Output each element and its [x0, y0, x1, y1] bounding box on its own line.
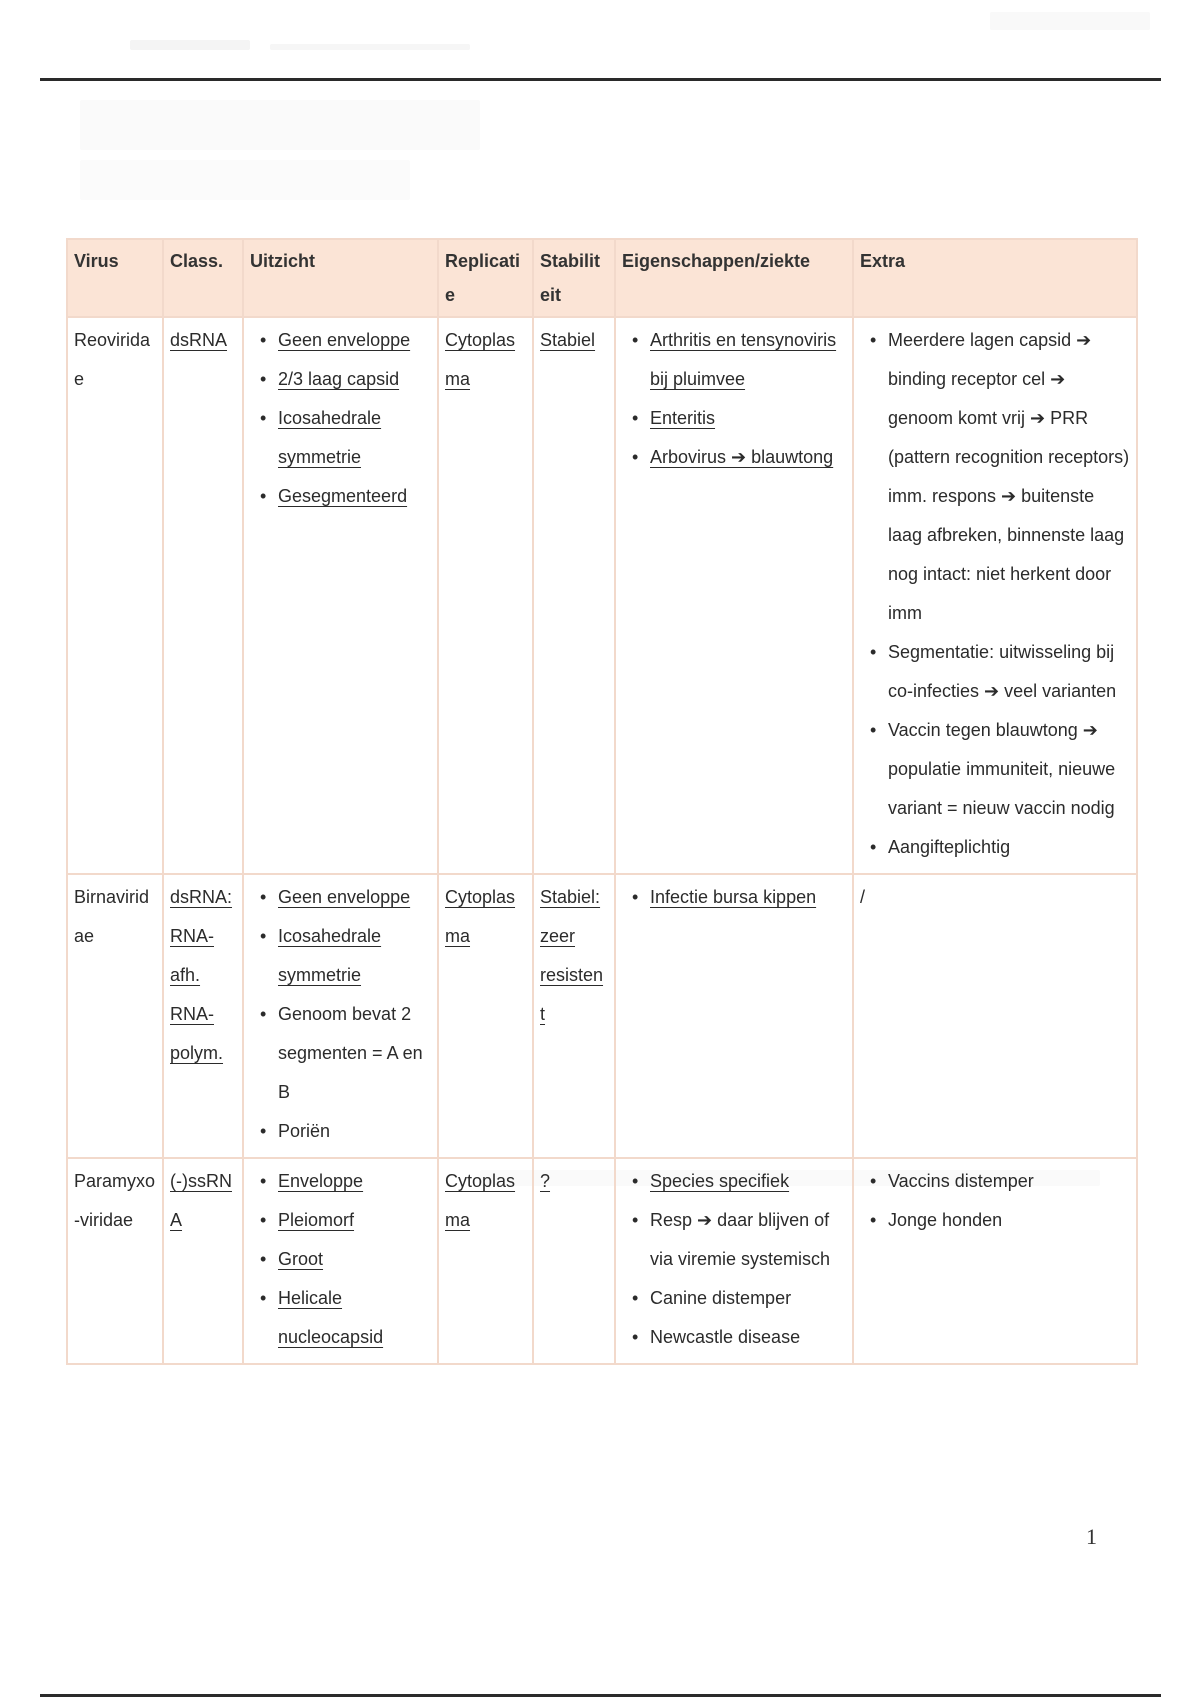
table-row	[67, 317, 1137, 874]
list-item: • Jonge honden	[888, 1201, 1130, 1240]
list-item: • Gesegmenteerd	[278, 477, 431, 516]
header-replicatie: Replicatie	[438, 239, 533, 317]
cell-replicatie: Cytoplasma	[438, 874, 533, 1158]
top-rule	[40, 78, 1161, 81]
list-item: • Species specifiek	[650, 1162, 846, 1201]
list-item: • Canine distemper	[650, 1279, 846, 1318]
cell-stabiliteit: Stabiel	[533, 317, 615, 874]
list-item: • Enteritis	[650, 399, 846, 438]
header-class: Class.	[163, 239, 243, 317]
list-item: • Resp ➔ daar blijven of via viremie systemisch	[650, 1201, 846, 1279]
header-virus: Virus	[67, 239, 163, 317]
cell-extra: /	[853, 874, 1137, 1158]
cell-replicatie: Cytoplasma	[438, 317, 533, 874]
list-item: • Vaccin tegen blauwtong ➔ populatie immuniteit, nieuwe variant = nieuw vaccin nodig	[888, 711, 1130, 828]
list-item: • Enveloppe	[278, 1162, 431, 1201]
list-item: • Arthritis en tensynoviris bij pluimvee	[650, 321, 846, 399]
list-item: • Genoom bevat 2 segmenten = A en B	[278, 995, 431, 1112]
cell-uitzicht	[243, 874, 438, 1158]
list-item: • Newcastle disease	[650, 1318, 846, 1357]
header-extra: Extra	[853, 239, 1137, 317]
cell-virus: Birnaviridae	[67, 874, 163, 1158]
list-item: • 2/3 laag capsid	[278, 360, 431, 399]
list-item: • Vaccins distemper	[888, 1162, 1130, 1201]
cell-eigenschappen	[615, 874, 853, 1158]
cell-class: dsRNA	[163, 317, 243, 874]
bottom-rule	[40, 1694, 1161, 1697]
table-row	[67, 874, 1137, 1158]
virus-table	[66, 238, 1138, 1365]
faded-background-text	[80, 160, 410, 200]
list-item: • Geen enveloppe	[278, 321, 431, 360]
cell-class: (-)ssRNA	[163, 1158, 243, 1364]
list-item: • Aangifteplichtig	[888, 828, 1130, 867]
header-stabiliteit: Stabiliteit	[533, 239, 615, 317]
table-row	[67, 1158, 1137, 1364]
cell-eigenschappen	[615, 1158, 853, 1364]
faded-background-text	[80, 100, 480, 150]
cell-replicatie: Cytoplasma	[438, 1158, 533, 1364]
header-row	[67, 239, 1137, 317]
cell-stabiliteit: ?	[533, 1158, 615, 1364]
list-item: • Icosahedrale symmetrie	[278, 399, 431, 477]
faded-header-text	[130, 40, 250, 50]
cell-extra	[853, 1158, 1137, 1364]
list-item: • Helicale nucleocapsid	[278, 1279, 431, 1357]
cell-uitzicht	[243, 1158, 438, 1364]
list-item: • Infectie bursa kippen	[650, 878, 846, 917]
cell-virus: Reoviridae	[67, 317, 163, 874]
header-eigenschappen: Eigenschappen/ziekte	[615, 239, 853, 317]
cell-extra	[853, 317, 1137, 874]
list-item: • Groot	[278, 1240, 431, 1279]
list-item: • Geen enveloppe	[278, 878, 431, 917]
list-item: • Meerdere lagen capsid ➔ binding receptor cel ➔ genoom komt vrij ➔ PRR (pattern recognition receptors) imm. respons ➔ buitenste laag afbreken, binnenste laag nog intact: niet herkent door imm	[888, 321, 1130, 633]
list-item: • Poriën	[278, 1112, 431, 1151]
cell-class: dsRNA: RNA-afh. RNA-polym.	[163, 874, 243, 1158]
page-number: 1	[1086, 1524, 1097, 1549]
cell-stabiliteit: Stabiel: zeer resistent	[533, 874, 615, 1158]
list-item: • Icosahedrale symmetrie	[278, 917, 431, 995]
cell-uitzicht	[243, 317, 438, 874]
list-item: • Segmentatie: uitwisseling bij co-infecties ➔ veel varianten	[888, 633, 1130, 711]
cell-virus: Paramyxo-viridae	[67, 1158, 163, 1364]
faded-header-text	[990, 12, 1150, 30]
list-item: • Arbovirus ➔ blauwtong	[650, 438, 846, 477]
list-item: • Pleiomorf	[278, 1201, 431, 1240]
faded-header-text	[270, 44, 470, 50]
cell-eigenschappen	[615, 317, 853, 874]
header-uitzicht: Uitzicht	[243, 239, 438, 317]
